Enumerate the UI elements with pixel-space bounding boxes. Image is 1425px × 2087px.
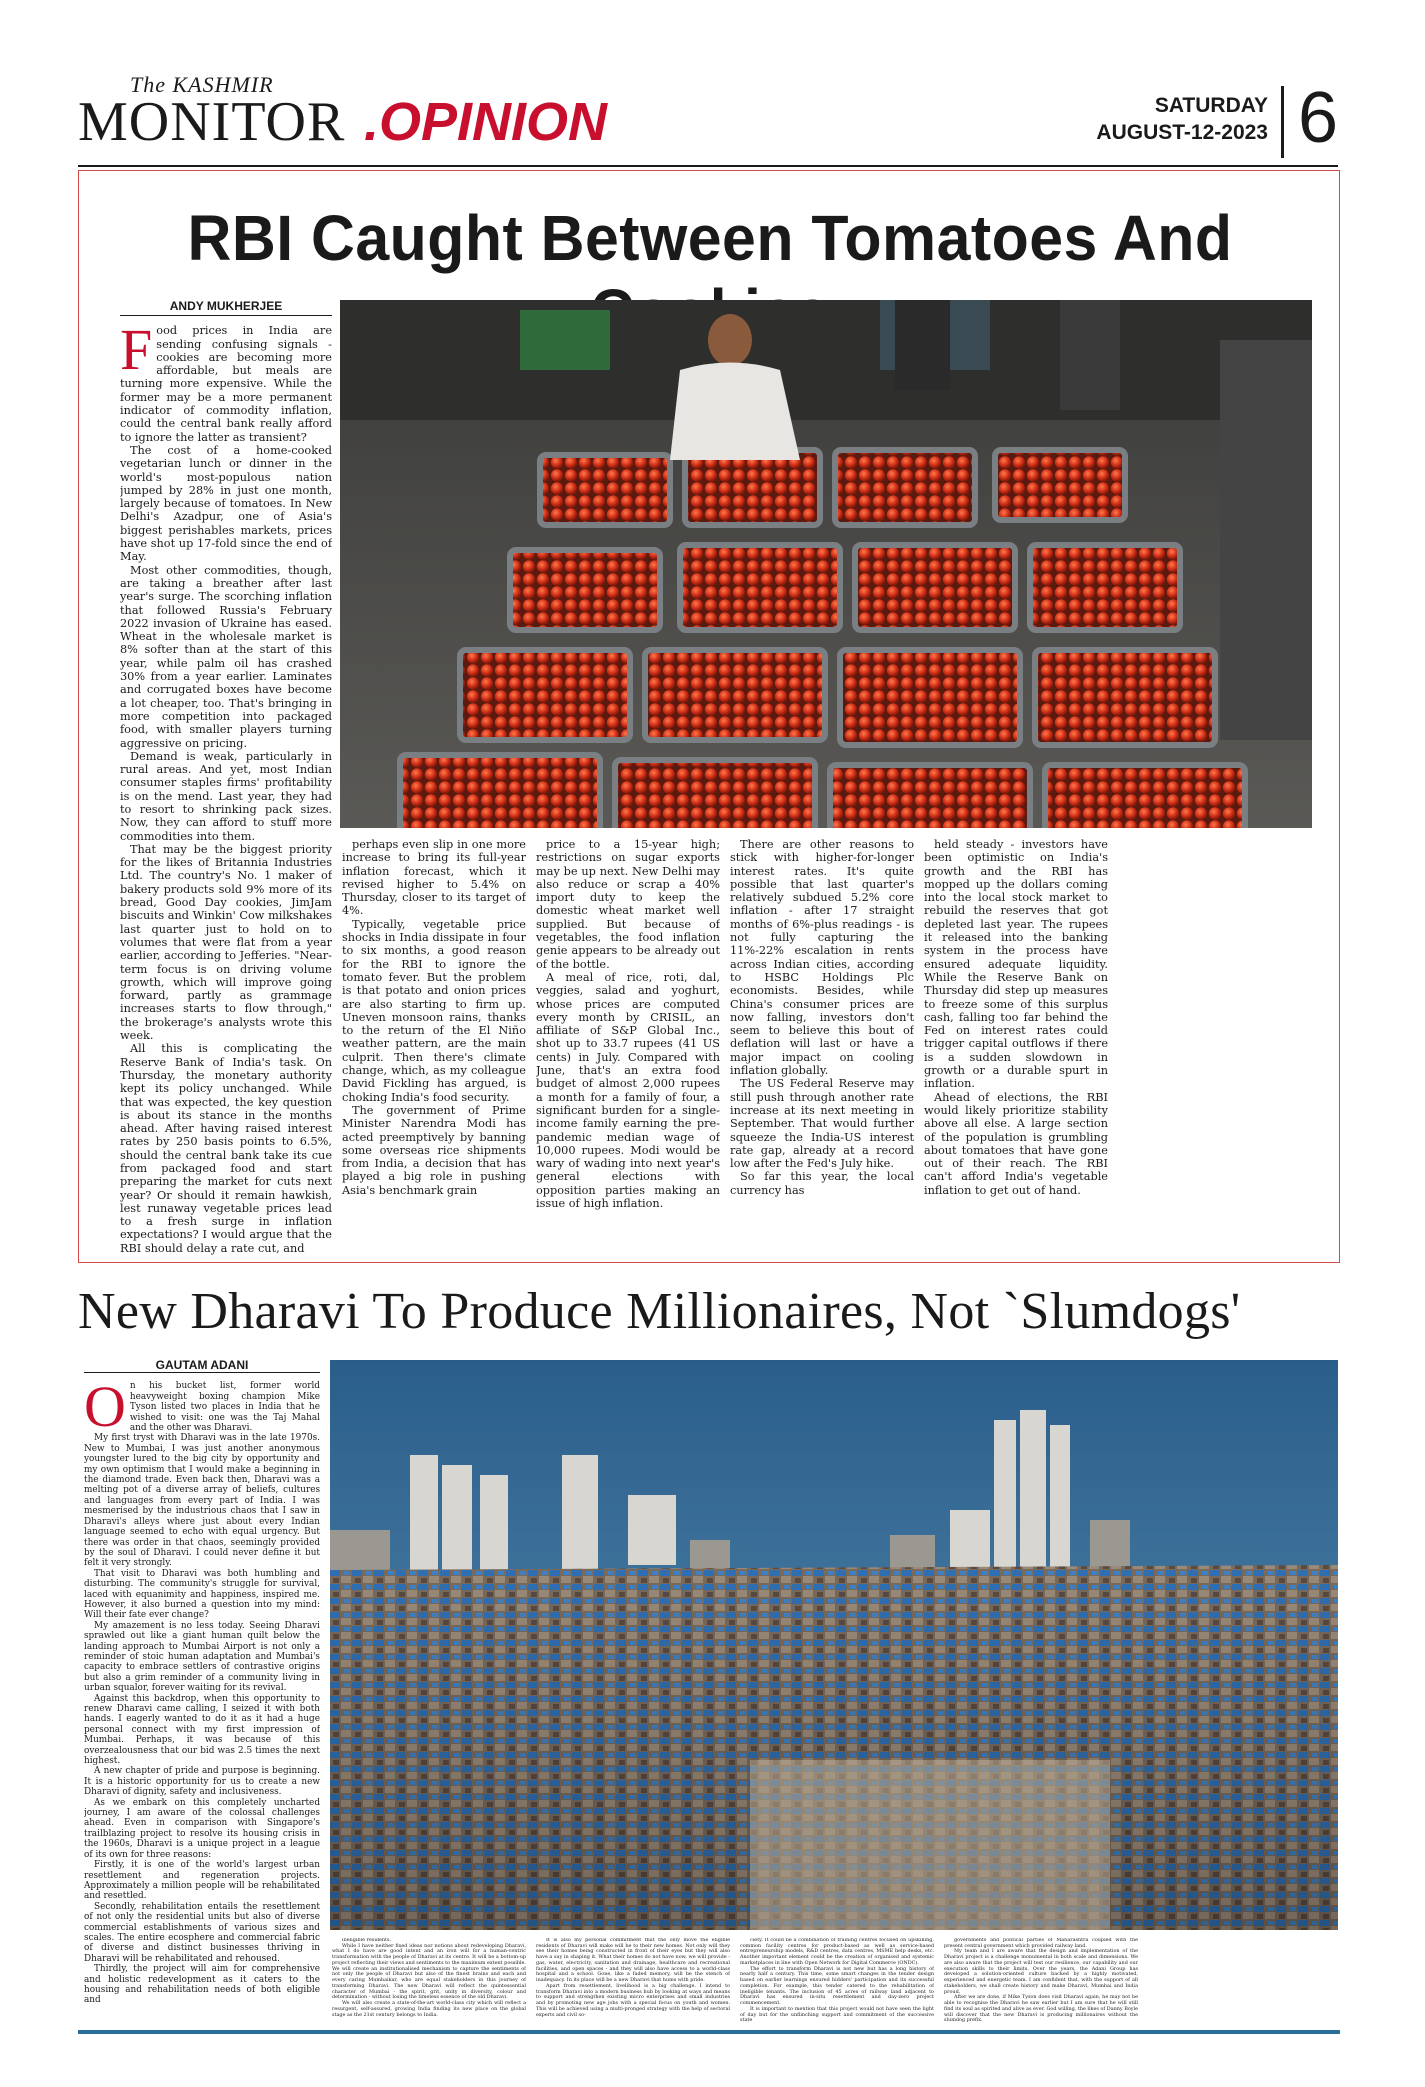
paragraph: That may be the biggest priority for the likes of Britannia Industries Ltd. The country's No. 1 maker of bakery products sold 9% more of its bread, Good Day cookies, JimJam biscuits and Winkin' Cow milkshakes last quarter just to hold on to volumes that were flat from a year earlier, according to Jefferies. "Near-term focus is on driving volume growth, which will improve going forward, partly as grammage increases starts to flow through," the brokerage's analysts wrote this week. — [120, 842, 332, 1043]
article-2-column-3 — [536, 1938, 730, 2023]
masthead — [78, 72, 1338, 162]
paragraph: price to a 15-year high; restrictions on sugar exports may be up next. New Delhi may also reduce or scrap a 40% import duty to keep the domestic wheat market well supplied. But because of vegetables, the food inflation genie appears to be already out of the bottle. — [536, 838, 720, 971]
paragraph: Firstly, it is one of the world's largest urban resettlement and regeneration projects. Approximately a million people will be rehabilitated and resettled. — [84, 1860, 320, 1902]
article-2-headline: New Dharavi To Produce Millionaires, Not `Slumdogs' — [78, 1283, 1241, 1340]
paragraph: The US Federal Reserve may still push through another rate increase at its next meeting in September. That would further squeeze the India-US interest rate gap, already at a record low after the Fed's July hike. — [730, 1077, 914, 1171]
tomato-market-photo — [340, 300, 1312, 828]
paragraph-text: n his bucket list, former world heavyweight boxing champion Mike Tyson listed two places in India that he wished to visit: one was the Taj Mahal and the other was Dharavi. — [129, 1381, 320, 1434]
tomato-market-image — [340, 300, 1312, 828]
article-2-column-1 — [84, 1360, 320, 2025]
article-2-column-4 — [740, 1938, 934, 2023]
paragraph: It is also my personal commitment that the only move the eligible residents of Dharavi will make will be to their new homes. Not only will they see their homes being constructed in front of their eyes but they will also have a say in shaping it. What their homes do not have now, we will provide - gas, water, electricity, sanitation and drainage, healthcare and recreational facilities, and open spaces - and they will also have access to a world-class hospital and a school. Gone, like a faded memory, will be the stench of inadequacy. In its place will be a new Dharavi that hums with pride. — [536, 1938, 730, 1984]
article-1-column-4 — [730, 838, 914, 1253]
article-2-column-5 — [944, 1938, 1138, 2023]
bottom-rule — [78, 2030, 1340, 2034]
paragraph: All this is complicating the Reserve Bank of India's task. On Thursday, the monetary authority kept its policy unchanged. While that was expected, the key question is about its stance in the months ahead. After having raised interest rates by 250 basis points to 6.5%, should the central bank take its cue from packaged food and start preparing the market for cuts next year? Or should it remain hawkish, lest runaway vegetable prices lead to a fresh surge in inflation expectations? I would argue that the RBI should delay a rate cut, and — [120, 1042, 332, 1255]
article-1-column-3 — [536, 838, 720, 1253]
paragraph: My team and I are aware that the design and implementation of the Dharavi project is a challenge monumental in both scale and dimensions. We are also aware that the project will test our resilience, our capability and our execution skills to their limits. Over the years, the Adani Group has developed a solution-oriented culture backed by a highly motivated, experienced and energetic team. I am confident that, with the support of all stakeholders, we shall create history and make Dharavi, Mumbai and India proud. — [944, 1948, 1138, 1995]
paragraph: Most other commodities, though, are taking a breather after last year's surge. The scorching inflation that followed Russia's February 2022 invasion of Ukraine has eased. Wheat in the wholesale market is 8% softer than at the start of this year, while palm oil has crashed 30% from a year earlier. Laminates and corrugated boxes have become a lot cheaper, too. That's bringing in more competition into packaged food, with smaller players turning aggressive on pricing. — [120, 563, 332, 750]
paragraph: The effort to transform Dharavi is not new but has a long history of nearly half a century. This time, some smart changes in the tender design based on earlier learnings ensured bidders' participation and its successful completion. For example, this tender catered to the rehabilitation of ineligible tenants. The inclusion of 45 acres of railway land adjacent to Dharavi has ensured in-situ resettlement and day-zero project commencement. — [740, 1965, 934, 2007]
paragraph-text: ood prices in India are sending confusing signals - cookies are becoming more affordable, but meals are turning more expensive. While the former may be a more permanent indicator of commodity inflation, could the central bank really afford to ignore the latter as transient? — [120, 324, 332, 444]
section-title: .OPINION — [364, 92, 608, 152]
paragraph: Thirdly, the project will aim for comprehensive and holistic redevelopment as it caters to the housing and rehabilitation needs of both eligible and — [84, 1964, 320, 2006]
paragraph: Against this backdrop, when this opportunity to renew Dharavi came calling, I seized it with both hands. I eagerly wanted to do it as it had a huge personal connect with my first impression of Mumbai. Perhaps, it was because of this overzealousness that our bid was 2.5 times the next highest. — [84, 1693, 320, 1767]
dharavi-skyline-image — [330, 1360, 1338, 1930]
paragraph: Ahead of elections, the RBI would likely prioritize stability above all else. A large section of the population is grumbling about tomatoes that have gone out of their reach. The RBI can't afford India's vegetable inflation to get out of hand. — [924, 1090, 1108, 1197]
article-1-byline: ANDY MUKHERJEE — [120, 300, 332, 316]
masthead-monitor: MONITOR — [78, 91, 346, 153]
paragraph: My amazement is no less today. Seeing Dharavi sprawled out like a giant human quilt below the landing approach to Mumbai Airport is not only a reminder of stoic human adaptation and Mumbai's capacity to embrace settlers of contrastive origins but also a grim reminder of a community living in urban squalor, forever waiting for its revival. — [84, 1620, 320, 1694]
page-number: 6 — [1297, 78, 1338, 158]
article-1-column-1 — [120, 300, 332, 1265]
paragraph: Typically, vegetable price shocks in India dissipate in four to six months, a good reason for the RBI to ignore the tomato fever. But the problem is that potato and onion prices are also starting to firm up. Uneven monsoon rains, thanks to the return of the El Niño weather pattern, are the main culprit. Then there's climate change, which, as my colleague David Fickling has argued, is choking India's food security. — [342, 917, 526, 1104]
paragraph: A new chapter of pride and purpose is beginning. It is a historic opportunity for us to create a new Dharavi of dignity, safety and inclusiveness. — [84, 1766, 320, 1798]
masthead-the-kashmir: The KASHMIR — [130, 72, 274, 97]
paragraph: That visit to Dharavi was both humbling and disturbing. The community's struggle for survival, laced with equanimity and happiness, inspired me. However, it also burned a question into my mind: Will their fate ever change? — [84, 1568, 320, 1621]
drop-cap: O — [84, 1374, 126, 1440]
dharavi-skyline-photo — [330, 1360, 1338, 1930]
paragraph: So far this year, the local currency has — [730, 1170, 914, 1197]
article-1-headline: RBI Caught Between Tomatoes And — [187, 202, 1233, 274]
paragraph: ciety. It could be a combination of training centres focused on upskilling, common facility centres for product-based as well as service-based entrepreneurship models, R&D centres, data centres, MSME help desks, etc. Another important element could be the creation of organised and systemic marketplaces in line with Open Network for Digital Commerce (ONDC). — [740, 1938, 934, 1966]
paragraph: A meal of rice, roti, dal, veggies, salad and yoghurt, whose prices are computed every month by CRISIL, an affiliate of S&P Global Inc., shot up to 33.7 rupees (41 US cents) in July. Compared with June, that's an extra food budget of almost 2,000 rupees a month for a family of four, a significant burden for a single-income family earning the pre-pandemic median wage of 10,000 rupees. Modi would be wary of wading into next year's general elections with opposition parties making an issue of high inflation. — [536, 970, 720, 1211]
paragraph: The cost of a home-cooked vegetarian lunch or dinner in the world's most-populous nation jumped by 28% in just one month, largely because of tomatoes. In New Delhi's Azadpur, one of Asia's biggest perishables markets, prices have shot up 17-fold since the end of May. — [120, 443, 332, 564]
article-1-column-2 — [342, 838, 526, 1253]
paragraph: Apart from resettlement, livelihood is a big challenge. I intend to transform Dharavi into a modern business hub by looking at ways and means to support and strengthen existing micro enterprises and small industries and by promoting new age jobs with a special focus on youth and women. This will be achieved using a multi-pronged strategy with the help of sectoral experts and civil so- — [536, 1982, 730, 2018]
paragraph: The government of Prime Minister Narendra Modi has acted preemptively by banning some overseas rice shipments from India, a decision that has played a big role in pushing Asia's benchmark grain — [342, 1103, 526, 1197]
paragraph: ineligible residents. — [342, 1938, 392, 1943]
paragraph: governments and political parties of Maharashtra coupled with the present central government which provided railway land. — [944, 1938, 1138, 1949]
paragraph — [84, 1374, 320, 1440]
paragraph: After we are done, if Mike Tyson does visit Dharavi again, he may not be able to recognise the Dharavi he saw earlier but I am sure that he will still find its soul as spirited and alive as ever. God willing, the likes of Danny Boyle will discover that the new Dharavi is producing millionaires without the slumdog prefix. — [944, 1994, 1138, 2023]
article-2-column-2 — [332, 1938, 526, 2023]
masthead-rule — [78, 165, 1338, 167]
paragraph: We will also create a state-of-the-art world-class city which will reflect a resurgent, self-assured, growing India finding its new place on the global stage as the 21st century belongs to India. — [332, 2000, 526, 2018]
paragraph: My first tryst with Dharavi was in the late 1970s. New to Mumbai, I was just another anonymous youngster lured to the big city by opportunity and my own optimism that I would make a beginning in the diamond trade. Even back then, Dharavi was a melting pot of a diverse array of beliefs, cultures and languages from every part of India. I was mesmerised by the industrious chaos that I saw in Dharavi's alleys where just about every Indian language seemed to echo with equal urgency. But there was order in that chaos, seemingly provided by the soul of Dharavi. I could never define it but felt it very strongly. — [84, 1433, 320, 1569]
issue-day: SATURDAY — [1154, 94, 1268, 117]
issue-date-text: AUGUST-12-2023 — [1096, 121, 1268, 144]
paragraph: As we embark on this completely uncharted journey, I am aware of the colossal challenges ahead. Even in comparison with Singapore's trailblazing project to resolve its housing crisis in the 1960s, Dharavi is a unique project in a league of its own for three reasons: — [84, 1797, 320, 1860]
paragraph: perhaps even slip in one more increase to bring its full-year inflation forecast, which it revised higher to 5.4% on Thursday, closer to its target of 4%. — [342, 838, 526, 918]
paragraph: While I have neither fixed ideas nor notions about redeveloping Dharavi, what I do have are good intent and an iron will for a human-centric transformation with the people of Dharavi at its centre. It will be a bottom-up project reflecting their views and sentiments to the maximum extent possible. We will create an institutionalised mechanism to capture the sentiments of not only the people of Dharavi but also of the finest brains and each and every caring Mumbaikar, who are equal stakeholders in this journey of transforming Dharavi. The new Dharavi will reflect the quintessential character of Mumbai - the spirit, grit, unity in diversity, colour and determination - without losing the timeless essence of the old Dharavi. — [332, 1942, 526, 2001]
paragraph: Secondly, rehabilitation entails the resettlement of not only the residential units but also of diverse commercial establishments of various sizes and scales. The entire ecosphere and commercial fabric of diverse and distinct businesses thriving in Dharavi will be rehabilitated and rehoused. — [84, 1901, 320, 1964]
article-2-byline: GAUTAM ADANI — [84, 1360, 320, 1373]
paragraph: held steady - investors have been optimistic on India's growth and the RBI has mopped up the dollars coming into the local stock market to rebuild the reserves that got depleted last year. The rupees it released into the banking system in the process have ensured adequate liquidity. While the Reserve Bank on Thursday did step up measures to freeze some of this surplus cash, falling too far behind the Fed on interest rates could trigger capital outflows if there is a sudden slowdown in growth or a durable spurt in inflation. — [924, 838, 1108, 1091]
issue-date — [1096, 92, 1268, 146]
paragraph: There are other reasons to stick with higher-for-longer interest rates. It's quite possible that last quarter's relatively subdued 5.2% core inflation - after 17 straight months of 6%-plus readings - is not fully capturing the 11%-22% escalation in rents across Indian cities, according to HSBC Holdings Plc economists. Besides, while China's consumer prices are now falling, investors don't seem to believe this bout of deflation will last or have a major impact on cooling inflation globally. — [730, 838, 914, 1078]
masthead-divider — [1281, 86, 1284, 158]
paragraph — [120, 317, 332, 444]
paragraph: It is important to mention that this project would not have seen the light of day but for the unflinching support and commitment of the successive state — [740, 2005, 934, 2023]
drop-cap: F — [120, 317, 153, 383]
paragraph: Demand is weak, particularly in rural areas. And yet, most Indian consumer staples firms' profitability is on the mend. Last year, they had to resort to shrinking pack sizes. Now, they can afford to stuff more commodities into them. — [120, 749, 332, 843]
article-1-column-5 — [924, 838, 1108, 1253]
